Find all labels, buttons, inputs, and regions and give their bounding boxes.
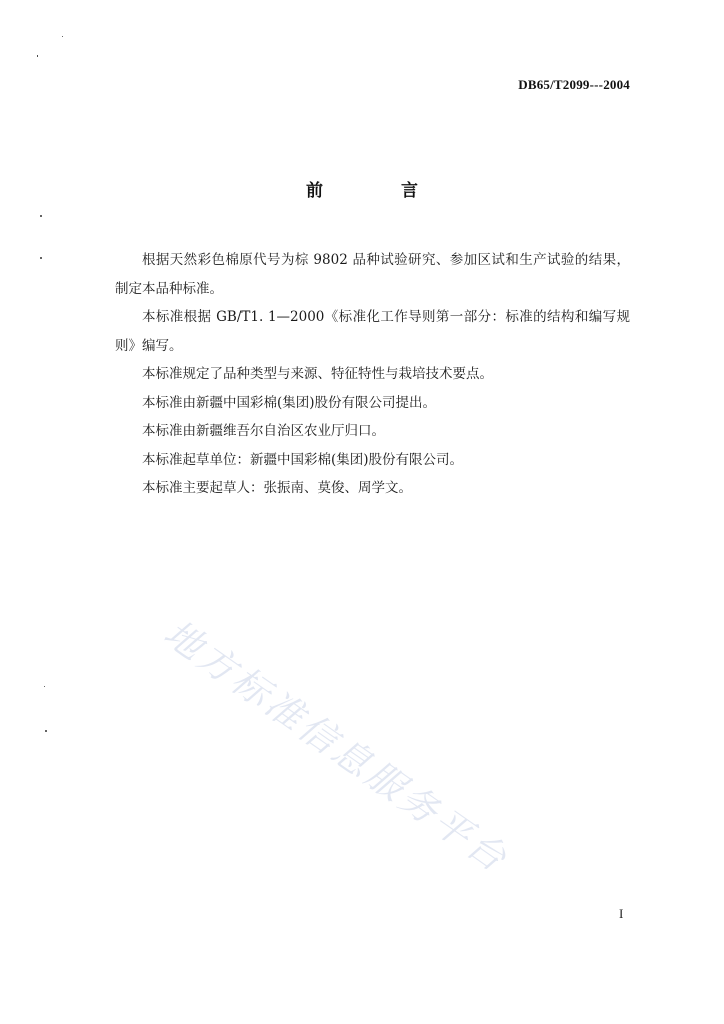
scan-speck [44,686,45,687]
scan-speck [37,55,38,57]
scan-speck [40,215,42,217]
scan-speck [45,730,47,732]
paragraph: 根据天然彩色棉原代号为棕 9802 品种试验研究、参加区试和生产试验的结果，制定本品种标准。 [115,252,630,297]
title-char-2: 言 [401,181,418,201]
watermark: 地方标准信息服务平台 [156,611,517,882]
page-number: I [619,906,624,921]
document-code: DB65/T2099---2004 [518,77,630,92]
page-title [0,176,724,201]
scan-speck [40,257,42,259]
paragraph: 本标准起草单位：新疆中国彩棉(集团)股份有限公司。 [142,451,464,468]
paragraph: 本标准主要起草人：张振南、莫俊、周学文。 [142,480,412,496]
scan-speck [62,36,63,37]
paragraph: 本标准由新疆维吾尔自治区农业厅归口。 [142,423,385,439]
paragraph: 本标准规定了品种类型与来源、特征特性与栽培技术要点。 [142,366,493,382]
paragraph: 本标准根据 GB/T1. 1—2000《标准化工作导则第一部分：标准的结构和编写规则》编写。 [115,309,630,354]
title-char-1: 前 [306,181,323,201]
foreword-body [115,246,630,503]
paragraph: 本标准由新疆中国彩棉(集团)股份有限公司提出。 [142,394,437,411]
